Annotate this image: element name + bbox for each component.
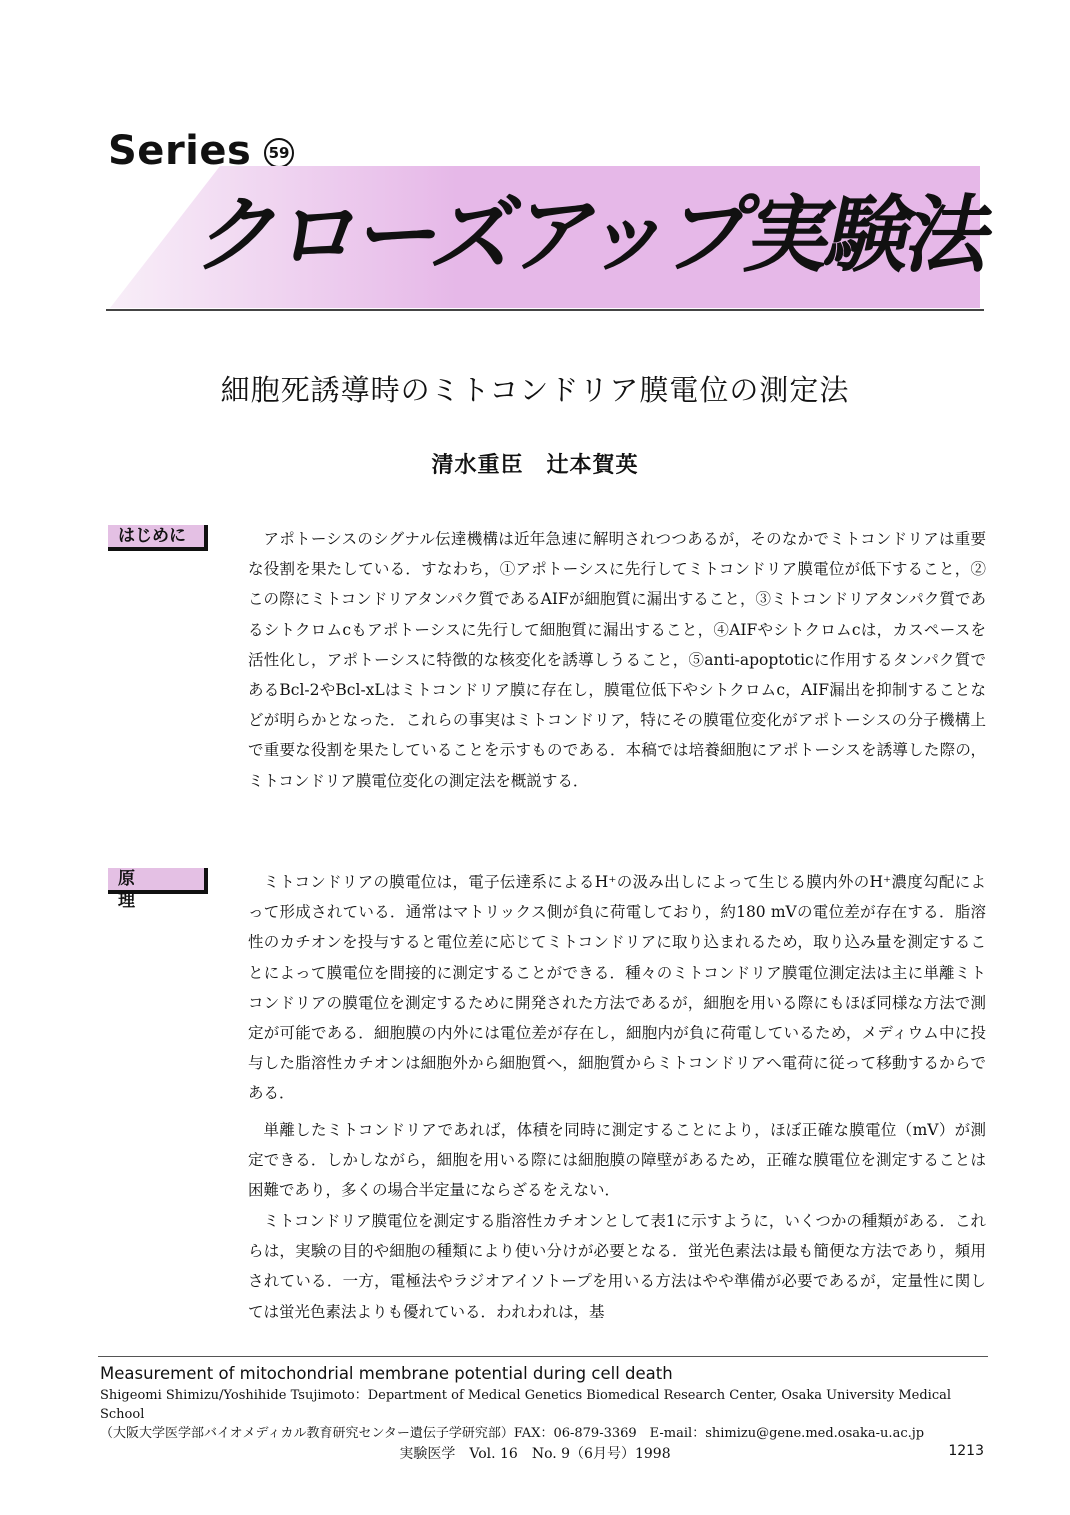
article-title: 細胞死誘導時のミトコンドリア膜電位の測定法 [220, 373, 850, 407]
english-affiliation: Shigeomi Shimizu/Yoshihide Tsujimoto：Department of Medical Genetics Biomedical Research Center, Osaka University Medical School [100, 1388, 952, 1422]
section-label-principle: 原理 [108, 868, 208, 894]
japanese-affiliation: （大阪大学医学部バイオメディカル教育研究センター遺伝子学研究部）FAX：06-879-3369 E-mail：shimizu@gene.med.osaka-u.ac.jp [100, 1426, 925, 1441]
series-word: Series [108, 128, 252, 174]
principle-paragraph-1: ミトコンドリアの膜電位は，電子伝達系によるH⁺の汲み出しによって生じる膜内外のH⁺濃度勾配によって形成されている．通常はマトリックス側が負に荷電しており，約180 mVの電位差が存在する．脂溶性のカチオンを投与すると電位差に応じてミトコンドリアに取り込まれるため，取り込み量を測定することによって膜電位を間接的に測定することができる．種々のミトコンドリア膜電位測定法は主に単離ミトコンドリアの膜電位を測定するために開発された方法であるが，細胞を用いる際にもほぼ同様な方法で測定が可能である．細胞膜の内外には電位差が存在し，細胞内が負に荷電しているため，メディウム中に投与した脂溶性カチオンは細胞外から細胞質へ，細胞質からミトコンドリアへ電荷に従って移動するからである． [248, 873, 986, 1103]
section-label-intro: はじめに [108, 525, 208, 551]
banner-title: クローズアップ実験法 [188, 186, 999, 284]
affiliation-block [100, 1386, 990, 1443]
authors: 清水重臣 辻本賀英 [431, 453, 639, 478]
intro-paragraph: アポトーシスのシグナル伝達機構は近年急速に解明されつつあるが，そのなかでミトコンドリアは重要な役割を果たしている．すなわち，①アポトーシスに先行してミトコンドリア膜電位が低下すること，②この際にミトコンドリアタンパク質であるAIFが細胞質に漏出すること，③ミトコンドリアタンパク質であるシトクロムcもアポトーシスに先行して細胞質に漏出すること，④AIFやシトクロムcは，カスペースを活性化し，アポトーシスに特徴的な核変化を誘導しうること，⑤anti-apoptoticに作用するタンパク質であるBcl-2やBcl-xLはミトコンドリア膜に存在し，膜電位低下やシトクロムc，AIF漏出を抑制することなどが明らかとなった．これらの事実はミトコンドリア，特にその膜電位変化がアポトーシスの分子機構上で重要な役割を果たしていることを示すものである．本稿では培養細胞にアポトーシスを誘導した際の，ミトコンドリア膜電位変化の測定法を概説する． [248, 530, 986, 790]
principle-paragraph-2: 単離したミトコンドリアであれば，体積を同時に測定することにより，ほぼ正確な膜電位（mV）が測定できる．しかしながら，細胞を用いる際には細胞膜の障壁があるため，正確な膜電位を測定することは困難であり，多くの場合半定量にならざるをえない． [248, 1121, 986, 1200]
journal-citation: 実験医学 Vol. 16 No. 9（6月号）1998 [399, 1446, 671, 1462]
page-number: 1213 [948, 1443, 984, 1459]
series-number-badge: 59 [264, 138, 294, 168]
principle-paragraph-3: ミトコンドリア膜電位を測定する脂溶性カチオンとして表1に示すように，いくつかの種類がある．これらは，実験の目的や細胞の種類により使い分けが必要となる．蛍光色素法は最も簡便な方法であり，頻用されている．一方，電極法やラジオアイソトープを用いる方法はやや準備が必要であるが，定量性に関しては蛍光色素法よりも優れている．われわれは，基 [248, 1212, 986, 1321]
footer-divider [98, 1356, 988, 1357]
english-title: Measurement of mitochondrial membrane potential during cell death [100, 1364, 673, 1383]
